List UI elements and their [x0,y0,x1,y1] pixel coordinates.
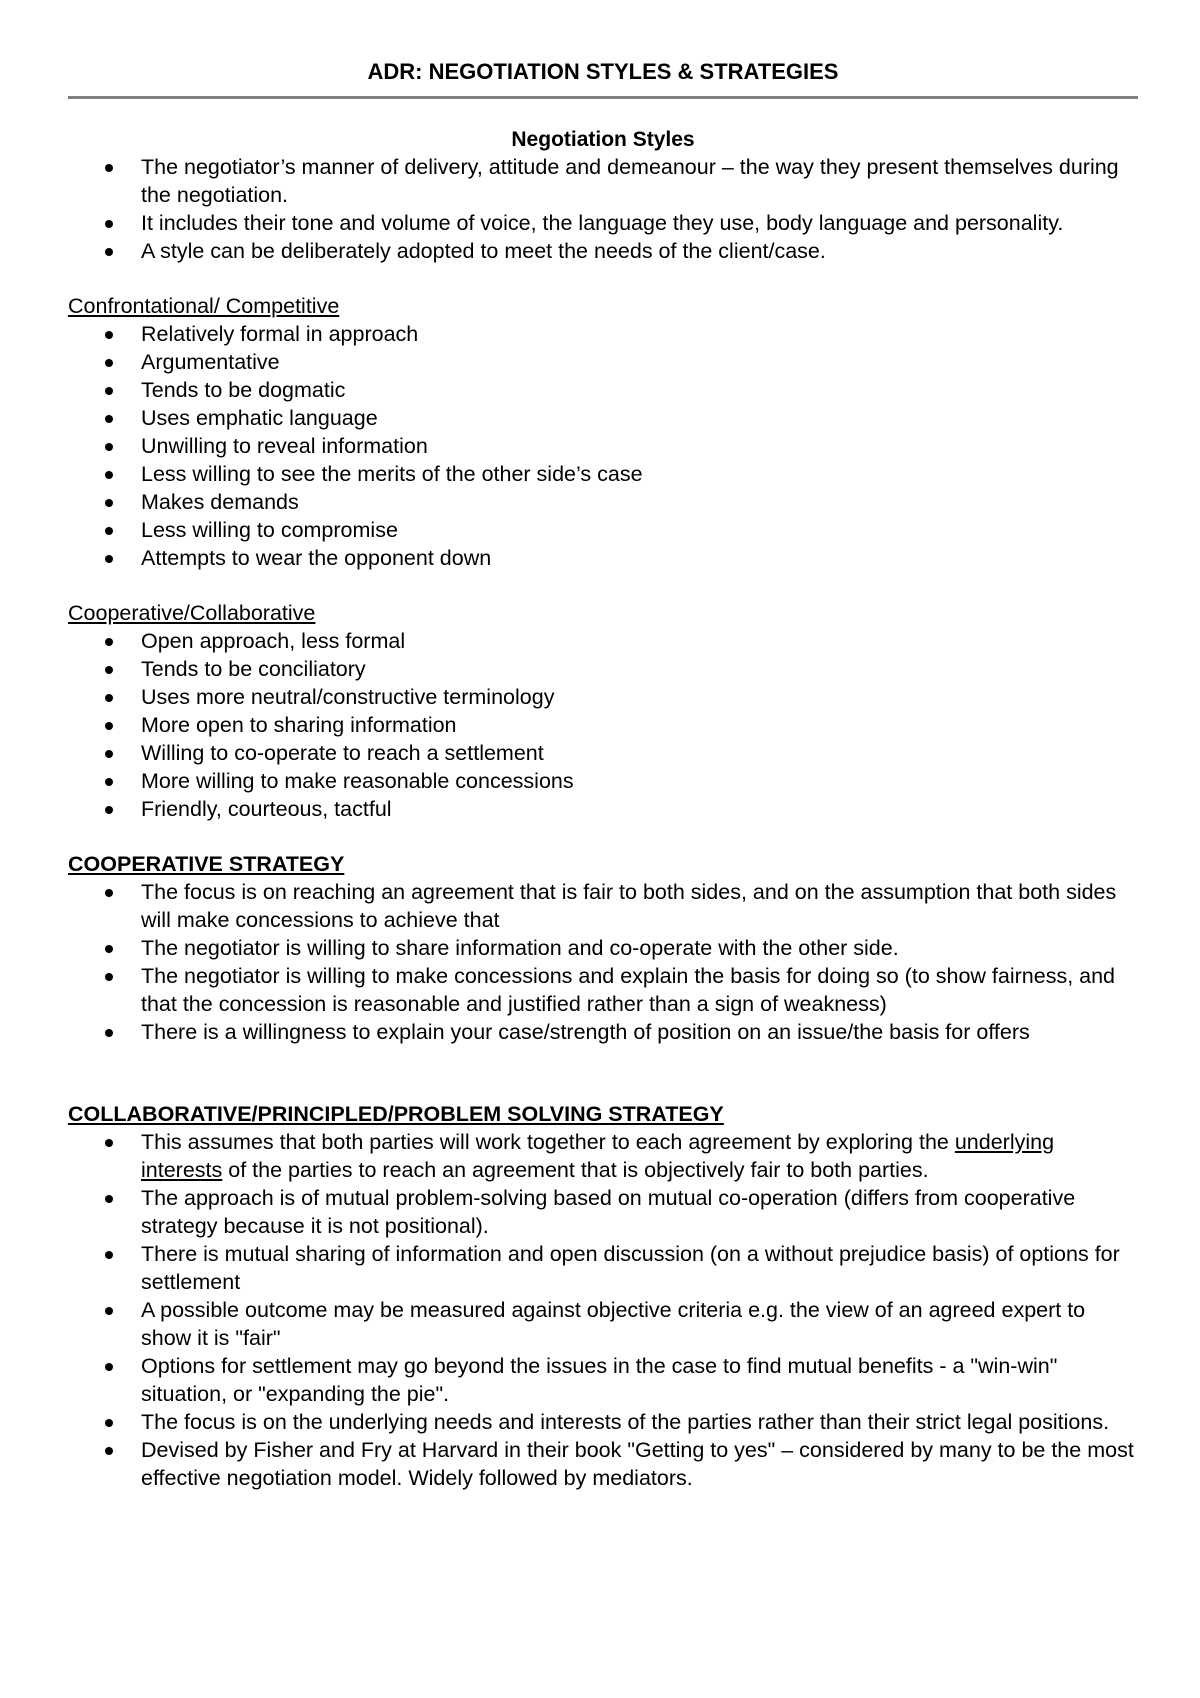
confrontational-label: Confrontational/ Competitive [68,294,340,318]
bullet-icon [105,806,113,814]
bullet-icon [105,415,113,423]
bullet-icon [105,1139,113,1147]
list-item: There is mutual sharing of information and open discussion (on a without prejudice basis) of options for settlement [68,1240,1138,1296]
bullet-icon [105,555,113,563]
list-item: Relatively formal in approach [68,320,1138,348]
list-item: The focus is on the underlying needs and interests of the parties rather than their strict legal positions. [68,1408,1138,1436]
bullet-icon [105,1029,113,1037]
list-item: There is a willingness to explain your case/strength of position on an issue/the basis for offers [68,1018,1138,1046]
bullet-icon [105,666,113,674]
document-title: ADR: NEGOTIATION STYLES & STRATEGIES [367,59,839,84]
bullet-icon [105,331,113,339]
list-item: Tends to be conciliatory [68,655,1138,683]
cooperative-style-label: Cooperative/Collaborative [68,601,316,625]
list-item: The focus is on reaching an agreement that is fair to both sides, and on the assumption that both sides will make concessions to achieve that [68,878,1138,934]
list-item: Options for settlement may go beyond the issues in the case to find mutual benefits - a "win-win" situation, or "expanding the pie". [68,1352,1138,1408]
collaborative-strategy-heading: COLLABORATIVE/PRINCIPLED/PROBLEM SOLVING STRATEGY [68,1102,724,1126]
negotiation-styles-list [68,153,1138,265]
list-item: Tends to be dogmatic [68,376,1138,404]
cooperative-style-list [68,627,1138,823]
list-item: Less willing to compromise [68,516,1138,544]
list-item: The negotiator is willing to share information and co-operate with the other side. [68,934,1138,962]
list-item: The negotiator’s manner of delivery, attitude and demeanour – the way they present themselves during the negotiation. [68,153,1138,209]
bullet-icon [105,248,113,256]
bullet-icon [105,499,113,507]
bullet-icon [105,471,113,479]
list-item: Willing to co-operate to reach a settlement [68,739,1138,767]
cooperative-strategy-list [68,878,1138,1046]
bullet-icon [105,1419,113,1427]
list-item: Less willing to see the merits of the other side’s case [68,460,1138,488]
underlying-interests-text: underlying interests [141,1130,1055,1182]
list-item: More willing to make reasonable concessions [68,767,1138,795]
cooperative-strategy-heading: COOPERATIVE STRATEGY [68,852,345,876]
bullet-icon [105,638,113,646]
list-item: More open to sharing information [68,711,1138,739]
bullet-icon [105,1251,113,1259]
bullet-icon [105,694,113,702]
list-item: Devised by Fisher and Fry at Harvard in their book "Getting to yes" – considered by many to be the most effective negotiation model. Widely followed by mediators. [68,1436,1138,1492]
bullet-icon [105,164,113,172]
bullet-icon [105,443,113,451]
list-item: Attempts to wear the opponent down [68,544,1138,572]
confrontational-list [68,320,1138,572]
list-item: It includes their tone and volume of voice, the language they use, body language and personality. [68,209,1138,237]
list-item: Open approach, less formal [68,627,1138,655]
list-item: This assumes that both parties will work together to each agreement by exploring the underlying interests of the parties to reach an agreement that is objectively fair to both parties. [68,1128,1138,1184]
list-item: The approach is of mutual problem-solving based on mutual co-operation (differs from cooperative strategy because it is not positional). [68,1184,1138,1240]
bullet-icon [105,722,113,730]
bullet-icon [105,973,113,981]
bullet-icon [105,1307,113,1315]
bullet-icon [105,945,113,953]
list-item: The negotiator is willing to make concessions and explain the basis for doing so (to show fairness, and that the concession is reasonable and justified rather than a sign of weakness) [68,962,1138,1018]
list-item: A style can be deliberately adopted to meet the needs of the client/case. [68,237,1138,265]
bullet-icon [105,889,113,897]
list-item: Argumentative [68,348,1138,376]
bullet-icon [105,1195,113,1203]
bullet-icon [105,750,113,758]
list-item: Uses more neutral/constructive terminology [68,683,1138,711]
negotiation-styles-heading: Negotiation Styles [511,128,695,151]
document-page [68,0,1138,1492]
list-item: Unwilling to reveal information [68,432,1138,460]
list-item: A possible outcome may be measured against objective criteria e.g. the view of an agreed expert to show it is "fair" [68,1296,1138,1352]
list-item: Uses emphatic language [68,404,1138,432]
bullet-icon [105,527,113,535]
title-divider [68,96,1138,99]
collaborative-strategy-list [68,1128,1138,1492]
bullet-icon [105,778,113,786]
bullet-icon [105,220,113,228]
list-item: Makes demands [68,488,1138,516]
bullet-icon [105,1447,113,1455]
bullet-icon [105,1363,113,1371]
list-item: Friendly, courteous, tactful [68,795,1138,823]
bullet-icon [105,387,113,395]
bullet-icon [105,359,113,367]
